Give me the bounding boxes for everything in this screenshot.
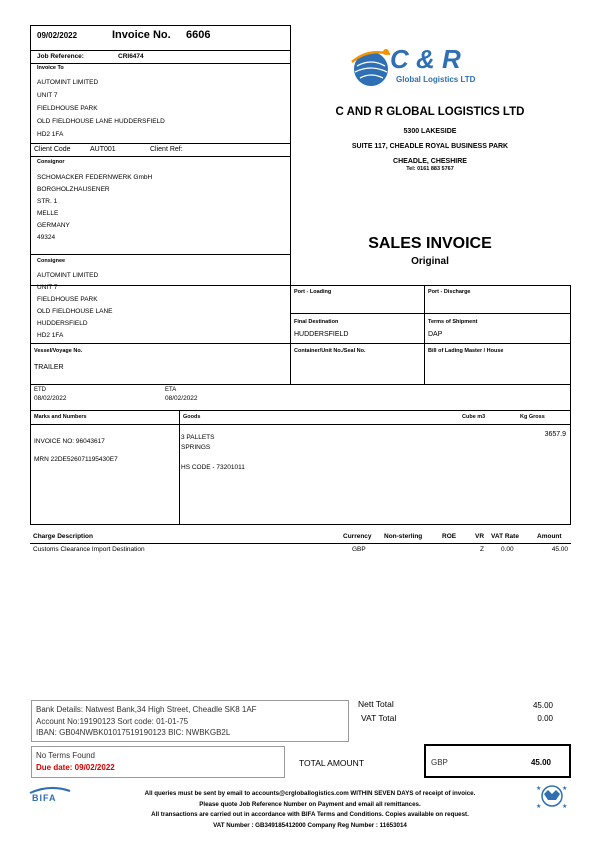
due-date: Due date: 09/02/2022 [36,763,115,772]
bifa-text: BIFA [32,793,57,803]
address-line: STR. 1 [37,198,58,205]
address-line: MELLE [37,210,59,217]
charge-desc: Customs Clearance Import Destination [33,546,145,553]
invoice-to-address [37,76,165,141]
company-address-line: SUITE 117, CHEADLE ROYAL BUSINESS PARK [351,143,509,150]
marks-line: MRN 22DE526071195430E7 [34,456,118,463]
marks-label: Marks and Numbers [34,414,87,420]
invoice-to-label: Invoice To [37,65,64,71]
address-line: 49324 [37,234,56,241]
bank-line: Bank Details: Natwest Bank,34 High Street, Cheadle SK8 1AF [36,705,257,714]
svg-text:★: ★ [562,803,568,810]
company-address [295,124,565,169]
invoice-no-label: Invoice No. [112,29,171,41]
vessel-label: Vessel/Voyage No. [34,348,83,354]
logo-subtext: Global Logistics LTD [396,75,476,84]
marks-list [34,433,118,469]
consignee-label: Consignee [37,258,66,264]
document-title: SALES INVOICE [368,235,492,252]
invoice-date: 09/02/2022 [37,31,78,40]
client-code: AUT001 [90,146,116,153]
company-logo [348,42,488,92]
address-line: SCHOMACKER FEDERNWERK GmbH [37,174,153,181]
svg-text:★: ★ [536,785,542,792]
vat-total: 0.00 [537,714,553,723]
address-line: OLD FIELDHOUSE LANE [37,308,113,315]
bifa-logo [28,786,72,806]
goods-line [181,453,245,463]
final-destination: HUDDERSFIELD [294,331,349,338]
etd: 08/02/2022 [34,395,67,402]
consignee-address [37,270,113,342]
total-amount-box [424,744,571,778]
marks-line: INVOICE NO: 96043617 [34,438,105,445]
bank-line: Account No:19190123 Sort code: 01-01-75 [36,716,189,726]
address-line: BORGHOLZHAUSENER [37,186,110,193]
bank-line: IBAN: GB04NWBK01017519190123 BIC: NWBKGB2L [36,728,231,737]
address-line: FIELDHOUSE PARK [37,296,98,303]
address-line: OLD FIELDHOUSE LANE HUDDERSFIELD [37,118,165,125]
charge-vr: Z [480,546,484,553]
job-ref: CRI6474 [118,53,144,60]
bank-details [31,700,349,742]
container-label: Container/Unit No./Seal No. [294,348,366,354]
address-line: FIELDHOUSE PARK [37,105,98,112]
goods-line: 3 PALLETS [181,434,215,441]
svg-text:★: ★ [536,803,542,810]
address-line: HUDDERSFIELD [37,320,88,327]
nonsterling-header: Non-sterling [384,533,423,540]
vat-rate-header: VAT Rate [491,533,519,540]
total-currency: GBP [431,758,448,767]
terms-text: No Terms Found [36,751,95,760]
company-address-line: CHEADLE, CHESHIRE [393,158,467,165]
vat-total-label: VAT Total [361,713,397,723]
eta-label: ETA [165,387,177,393]
logo-text: C & R [390,44,461,74]
consignor-address [37,172,152,244]
amount-header: Amount [537,533,562,540]
footer-line: VAT Number : GB349185412000 Company Reg Number : 11653014 [213,821,407,829]
vessel: TRAILER [34,364,64,371]
charge-vat-rate: 0.00 [501,546,514,553]
address-line: HD2 1FA [37,332,64,339]
address-line: AUTOMINT LIMITED [37,272,99,279]
goods-line: HS CODE - 73201011 [181,464,245,471]
job-ref-label: Job Reference: [37,53,84,60]
terms-of-shipment-label: Terms of Shipment [428,319,478,325]
roe-header: ROE [442,533,457,540]
total-amount: 45.00 [530,758,551,767]
kg-gross: 3657.9 [544,431,566,438]
address-line: UNIT 7 [37,284,58,291]
etd-label: ETD [34,387,46,393]
currency-header: Currency [343,533,372,540]
client-code-label: Client Code [34,146,71,153]
charge-amount: 45.00 [551,546,568,553]
footer-notes [80,789,540,831]
company-tel: Tel: 0161 883 5767 [406,166,454,172]
nett-total: 45.00 [532,701,553,710]
cube-label: Cube m3 [462,414,486,420]
nett-total-label: Nett Total [358,699,394,709]
goods-description [181,433,245,473]
invoice-number: 6606 [186,29,211,41]
address-line: AUTOMINT LIMITED [37,79,99,86]
terms-of-shipment: DAP [428,331,443,338]
document-subtitle: Original [411,256,449,267]
total-amount-label: TOTAL AMOUNT [299,758,365,768]
footer-line: All queries must be sent by email to accounts@crgloballogistics.com WITHIN SEVEN DAYS of receipt of invoice. [144,790,476,797]
vr-header: VR [475,533,485,540]
port-discharge-label: Port - Discharge [428,289,471,295]
goods-line: SPRINGS [181,444,211,451]
port-loading-label: Port - Loading [294,289,332,295]
company-address-line: 5300 LAKESIDE [403,128,457,135]
svg-text:★: ★ [562,785,568,792]
charge-desc-header: Charge Description [33,533,93,540]
bill-of-lading-label: Bill of Lading Master / House [428,348,504,354]
kg-gross-label: Kg Gross [520,414,545,420]
charge-currency: GBP [352,546,366,553]
address-line: GERMANY [37,222,70,229]
company-name: C AND R GLOBAL LOGISTICS LTD [335,106,525,118]
globe-icon [348,44,394,90]
client-ref-label: Client Ref: [150,146,183,153]
consignor-label: Consignor [37,159,65,165]
goods-label: Goods [183,414,201,420]
payment-terms [31,746,285,778]
stars-emblem-icon [534,782,570,810]
footer-line: Please quote Job Reference Number on Payment and email all remittances. [199,800,421,808]
footer-line: All transactions are carried out in accordance with BIFA Terms and Conditions. Copies available on request. [151,811,469,818]
eta: 08/02/2022 [165,395,198,402]
final-destination-label: Final Destination [294,319,339,325]
address-line: HD2 1FA [37,131,64,138]
address-line: UNIT 7 [37,92,58,99]
